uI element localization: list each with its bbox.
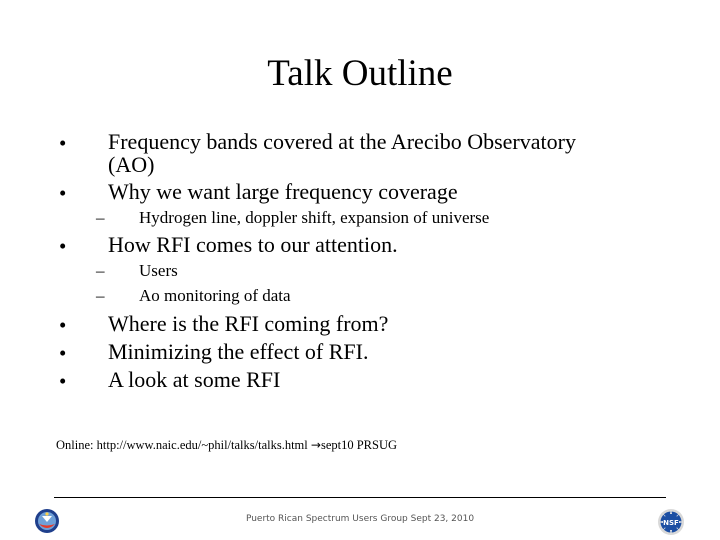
online-link[interactable]: Online: http://www.naic.edu/~phil/talks/talks.html (56, 438, 308, 452)
online-target: sept10 PRSUG (320, 438, 398, 452)
slide-title: Talk Outline (267, 53, 453, 94)
bullet-marker: • (59, 234, 67, 258)
online-reference (56, 437, 397, 453)
sub-item-users: Users (139, 261, 178, 280)
outline-item-look-at-rfi: A look at some RFI (108, 367, 281, 392)
bullet-marker: • (59, 181, 67, 205)
outline-item-text: Frequency bands covered at the Arecibo Observatory (108, 129, 576, 154)
sub-item-ao-monitoring: Ao monitoring of data (139, 286, 291, 305)
outline-item-rfi-source: Where is the RFI coming from? (108, 311, 389, 336)
outline-item-text-continued: (AO) (108, 152, 155, 177)
sub-bullet-dash: – (96, 286, 105, 305)
bullet-marker: • (59, 313, 67, 337)
sub-item-hydrogen-line: Hydrogen line, doppler shift, expansion of universe (139, 208, 490, 227)
bullet-marker: • (59, 131, 67, 155)
outline-item-minimizing-rfi: Minimizing the effect of RFI. (108, 339, 369, 364)
sub-bullet-dash: – (96, 261, 105, 280)
outline-item-rfi-attention: How RFI comes to our attention. (108, 232, 398, 257)
outline-item-frequency-coverage: Why we want large frequency coverage (108, 179, 458, 204)
arrow-right-icon: → (310, 438, 321, 452)
bullet-marker: • (59, 369, 67, 393)
svg-text:NSF: NSF (663, 519, 679, 527)
footer-divider (54, 497, 666, 498)
outline-item-frequency-bands (108, 130, 668, 176)
nsf-logo-icon (657, 508, 685, 536)
footer-text: Puerto Rican Spectrum Users Group Sept 23, 2010 (245, 514, 475, 524)
bullet-marker: • (59, 341, 67, 365)
sub-bullet-dash: – (96, 208, 105, 227)
